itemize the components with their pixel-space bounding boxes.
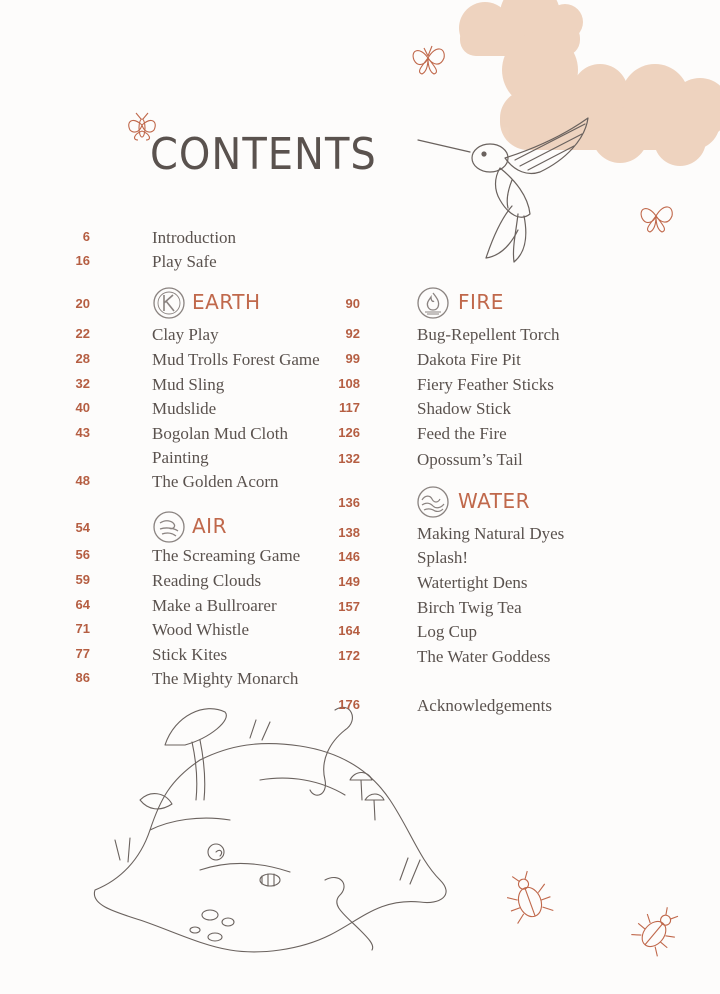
section-label: EARTH — [192, 290, 261, 314]
toc-entry-title: The Mighty Monarch — [152, 669, 299, 688]
earth-icon — [152, 286, 186, 320]
toc-page-number: 59 — [75, 572, 90, 587]
toc-entry-title: Clay Play — [152, 325, 219, 344]
toc-page-number: 56 — [75, 547, 90, 562]
toc-page-number: 40 — [75, 400, 90, 415]
fire-icon — [416, 286, 450, 320]
section-label: FIRE — [458, 290, 504, 314]
toc-page-number: 64 — [75, 597, 90, 612]
toc-entry-title: Dakota Fire Pit — [417, 350, 521, 369]
section-page-number: 90 — [345, 296, 360, 311]
toc-page-number: 6 — [82, 229, 90, 244]
toc-page-number: 92 — [345, 326, 360, 341]
toc-entry-title: Stick Kites — [152, 645, 228, 664]
water-icon — [416, 485, 450, 519]
toc-page-number: 126 — [338, 425, 360, 440]
toc-entry-title: Wood Whistle — [152, 620, 250, 639]
toc-entry-title: Acknowledgements — [417, 696, 553, 715]
toc-entry-title: The Water Goddess — [417, 647, 551, 666]
section-page-number: 20 — [75, 296, 90, 311]
toc-page-number: 28 — [75, 351, 90, 366]
toc-page-number: 157 — [338, 599, 360, 614]
toc-entry-title: Mudslide — [152, 399, 217, 418]
toc-page-number: 172 — [338, 648, 360, 663]
section-page-number: 54 — [75, 520, 90, 535]
section-label: AIR — [192, 514, 227, 538]
section-label: WATER — [458, 489, 531, 513]
toc-entry-title: Mud Sling — [152, 375, 225, 394]
toc-page-number: 22 — [75, 326, 90, 341]
toc-page-number: 138 — [338, 525, 360, 540]
toc-entry-title-continued: Painting — [152, 448, 209, 467]
toc-entry-title: Bug-Repellent Torch — [417, 325, 560, 344]
toc-entry-title: The Screaming Game — [152, 546, 301, 565]
toc-entry-title: Opossum’s Tail — [417, 450, 523, 469]
toc-page-number: 117 — [339, 400, 360, 415]
page-title: CONTENTS — [150, 130, 377, 180]
toc-entry-title: The Golden Acorn — [152, 472, 279, 491]
toc-entry-title: Mud Trolls Forest Game — [152, 350, 320, 369]
clouds-illustration — [459, 0, 720, 166]
toc-page-number: 176 — [338, 697, 360, 712]
toc-entry-title: Making Natural Dyes — [417, 524, 565, 543]
toc-page-number: 32 — [75, 376, 90, 391]
air-icon — [152, 510, 186, 544]
toc-page-number: 48 — [75, 473, 90, 488]
toc-entry-title: Feed the Fire — [417, 424, 507, 443]
toc-page-number: 99 — [345, 351, 360, 366]
toc-entry-title: Make a Bullroarer — [152, 596, 277, 615]
toc-page-number: 149 — [338, 574, 360, 589]
toc-entry-title: Bogolan Mud Cloth — [152, 424, 289, 443]
beetle-illustrations — [500, 867, 687, 958]
toc-entry-title: Birch Twig Tea — [417, 598, 522, 617]
toc-entry-title: Play Safe — [152, 252, 217, 271]
toc-page-number: 71 — [75, 621, 90, 636]
toc-entry-title: Reading Clouds — [152, 571, 262, 590]
toc-page-number: 164 — [338, 623, 360, 638]
toc-page-number: 43 — [75, 425, 90, 440]
toc-page-number: 16 — [75, 253, 90, 268]
toc-entry-title: Fiery Feather Sticks — [417, 375, 554, 394]
toc-entry-title: Shadow Stick — [417, 399, 511, 418]
toc-entry-title: Log Cup — [417, 622, 477, 641]
mud-mound-illustration — [94, 707, 446, 952]
toc-page-number: 132 — [338, 451, 360, 466]
toc-entry-title: Introduction — [152, 228, 237, 247]
toc-entry-title: Splash! — [417, 548, 468, 567]
toc-entry-title: Watertight Dens — [417, 573, 528, 592]
toc-page-number: 77 — [75, 646, 90, 661]
section-page-number: 136 — [338, 495, 360, 510]
toc-page-number: 108 — [338, 376, 360, 391]
toc-page-number: 146 — [338, 549, 360, 564]
toc-page-number: 86 — [75, 670, 90, 685]
